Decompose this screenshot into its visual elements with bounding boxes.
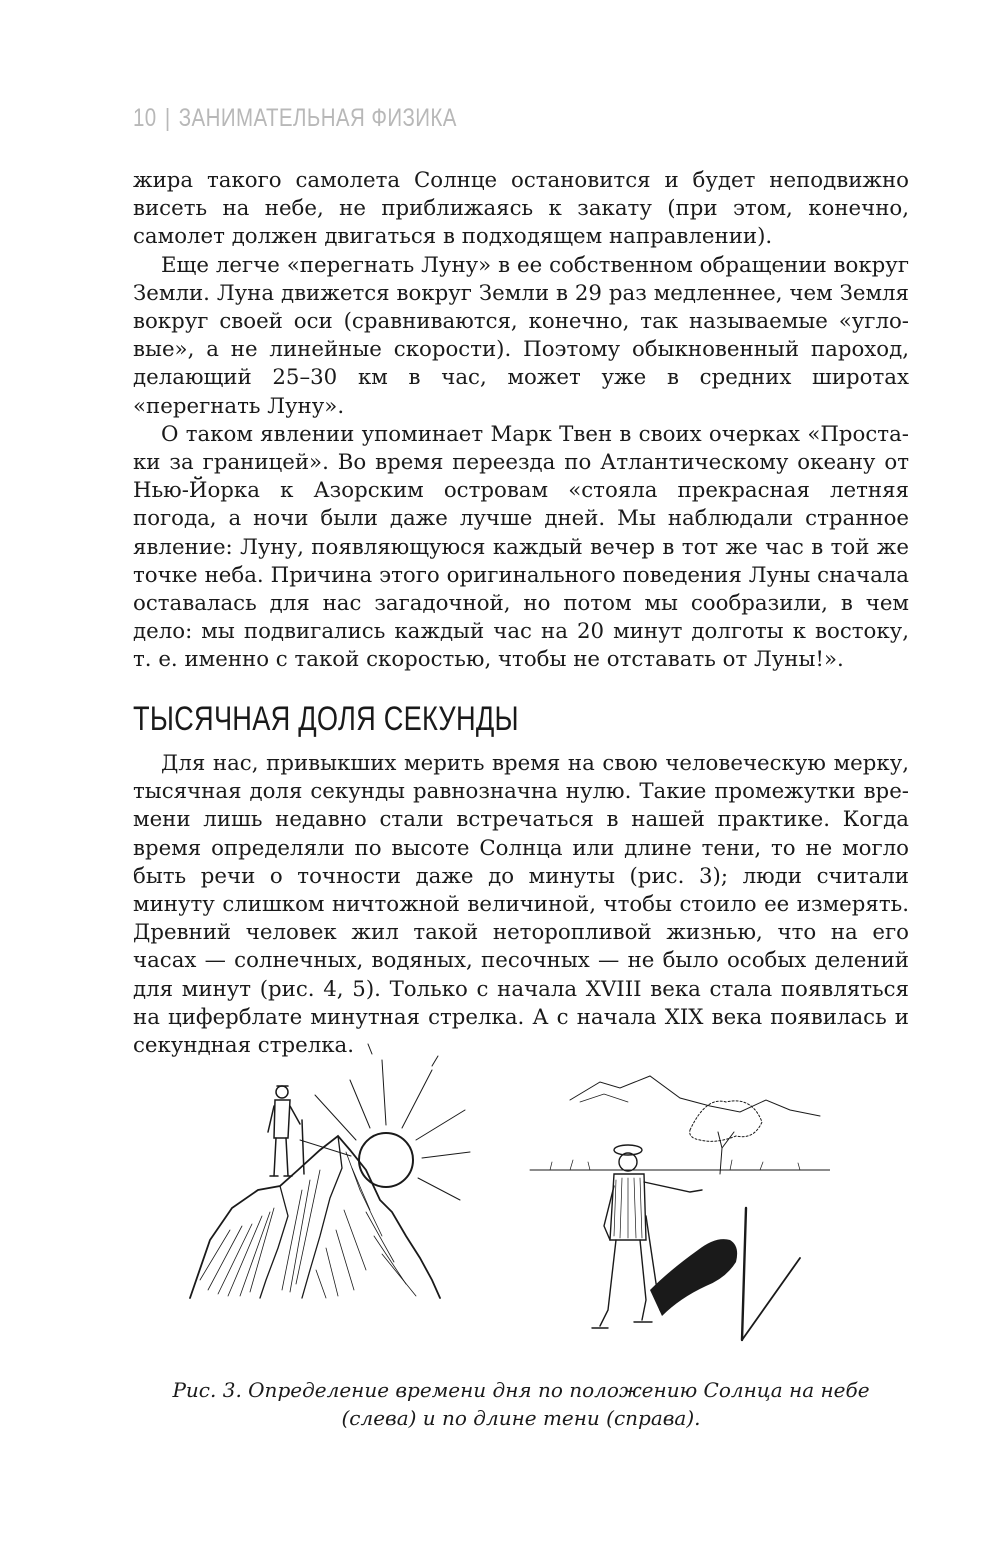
climber-figure <box>268 1086 304 1176</box>
man-with-shadow-stick-illustration <box>530 1076 830 1340</box>
shadow <box>650 1239 737 1316</box>
sun-rays <box>300 1044 470 1200</box>
tree-icon <box>690 1101 762 1174</box>
figure-caption <box>133 1376 909 1432</box>
paragraph: О таком явлении упоминает Марк Твен в своих очерках «Простаки за границей». Во время переезда по Атлантическому океану от Нью-Йорка к Азорским островам «стояла прекрасная летняя погода, а ночи были даже лучше дней. Мы наблюдали странное явление: Луну, появляющуюся каждый вечер в тот же час в той же точке неба. Причина этого оригинального поведения Луны сначала оставалась для нас загадочной, но потом мы сообразили, в чем дело: мы подвигались каждый час на 20 минут долготы к востоку, т. е. именно с такой скоростью, чтобы не отставать от Луны!». <box>133 421 909 673</box>
man-figure <box>592 1145 702 1328</box>
caption-line-1: Рис. 3. Определение времени дня по положению Солнца на небе <box>172 1378 870 1402</box>
gnomon-stick <box>742 1208 746 1340</box>
book-title: ЗАНИМАТЕЛЬНАЯ ФИЗИКА <box>178 104 457 132</box>
paragraph: жира такого самолета Солнце остановится и будет неподвижно висеть на небе, не приближаясь к закату (при этом, конечно, самолет должен двигаться в подходящем направлении). <box>133 168 909 250</box>
text-block-1 <box>133 167 909 675</box>
mountain-climber-sun-illustration <box>190 1044 470 1298</box>
page-number: 10 <box>133 104 157 132</box>
figure-3 <box>170 1040 830 1360</box>
text-block-2 <box>133 750 909 1060</box>
paragraph: Еще легче «перегнать Луну» в ее собственном обращении вокруг Земли. Луна движется вокруг Земли в 29 раз медленнее, чем Земля вокруг своей оси (сравниваются, конечно, так называемые «угловые», а не линейные скорости). Поэтому обыкновенный пароход, делающий 25–30 км в час, может уже в средних широтах «перегнать Луну». <box>133 252 909 419</box>
distant-mountains <box>570 1076 820 1116</box>
section-title: ТЫСЯЧНАЯ ДОЛЯ СЕКУНДЫ <box>133 700 519 738</box>
header-separator: | <box>164 104 171 132</box>
sun-icon <box>359 1133 413 1187</box>
caption-line-2: (слева) и по длине тени (справа). <box>341 1406 701 1430</box>
running-head <box>133 104 457 133</box>
paragraph: Для нас, привыкших мерить время на свою человеческую мерку, тысячная доля секунды равнозначна нулю. Такие промежутки времени лишь недавно стали встречаться в нашей практике. Когда время определяли по высоте Солнца или длине тени, то не могло быть речи о точности даже до минуты (рис. 3); люди считали минуту слишком ничтожной величиной, чтобы стоило ее измерять. Древний человек жил такой неторопливой жизнью, что на его часах — солнечных, водяных, песочных — не было особых делений для минут (рис. 4, 5). Только с начала XVIII века стала появляться на циферблате минутная стрелка. А с начала XIX века появилась и секундная стрелка. <box>133 751 909 1059</box>
